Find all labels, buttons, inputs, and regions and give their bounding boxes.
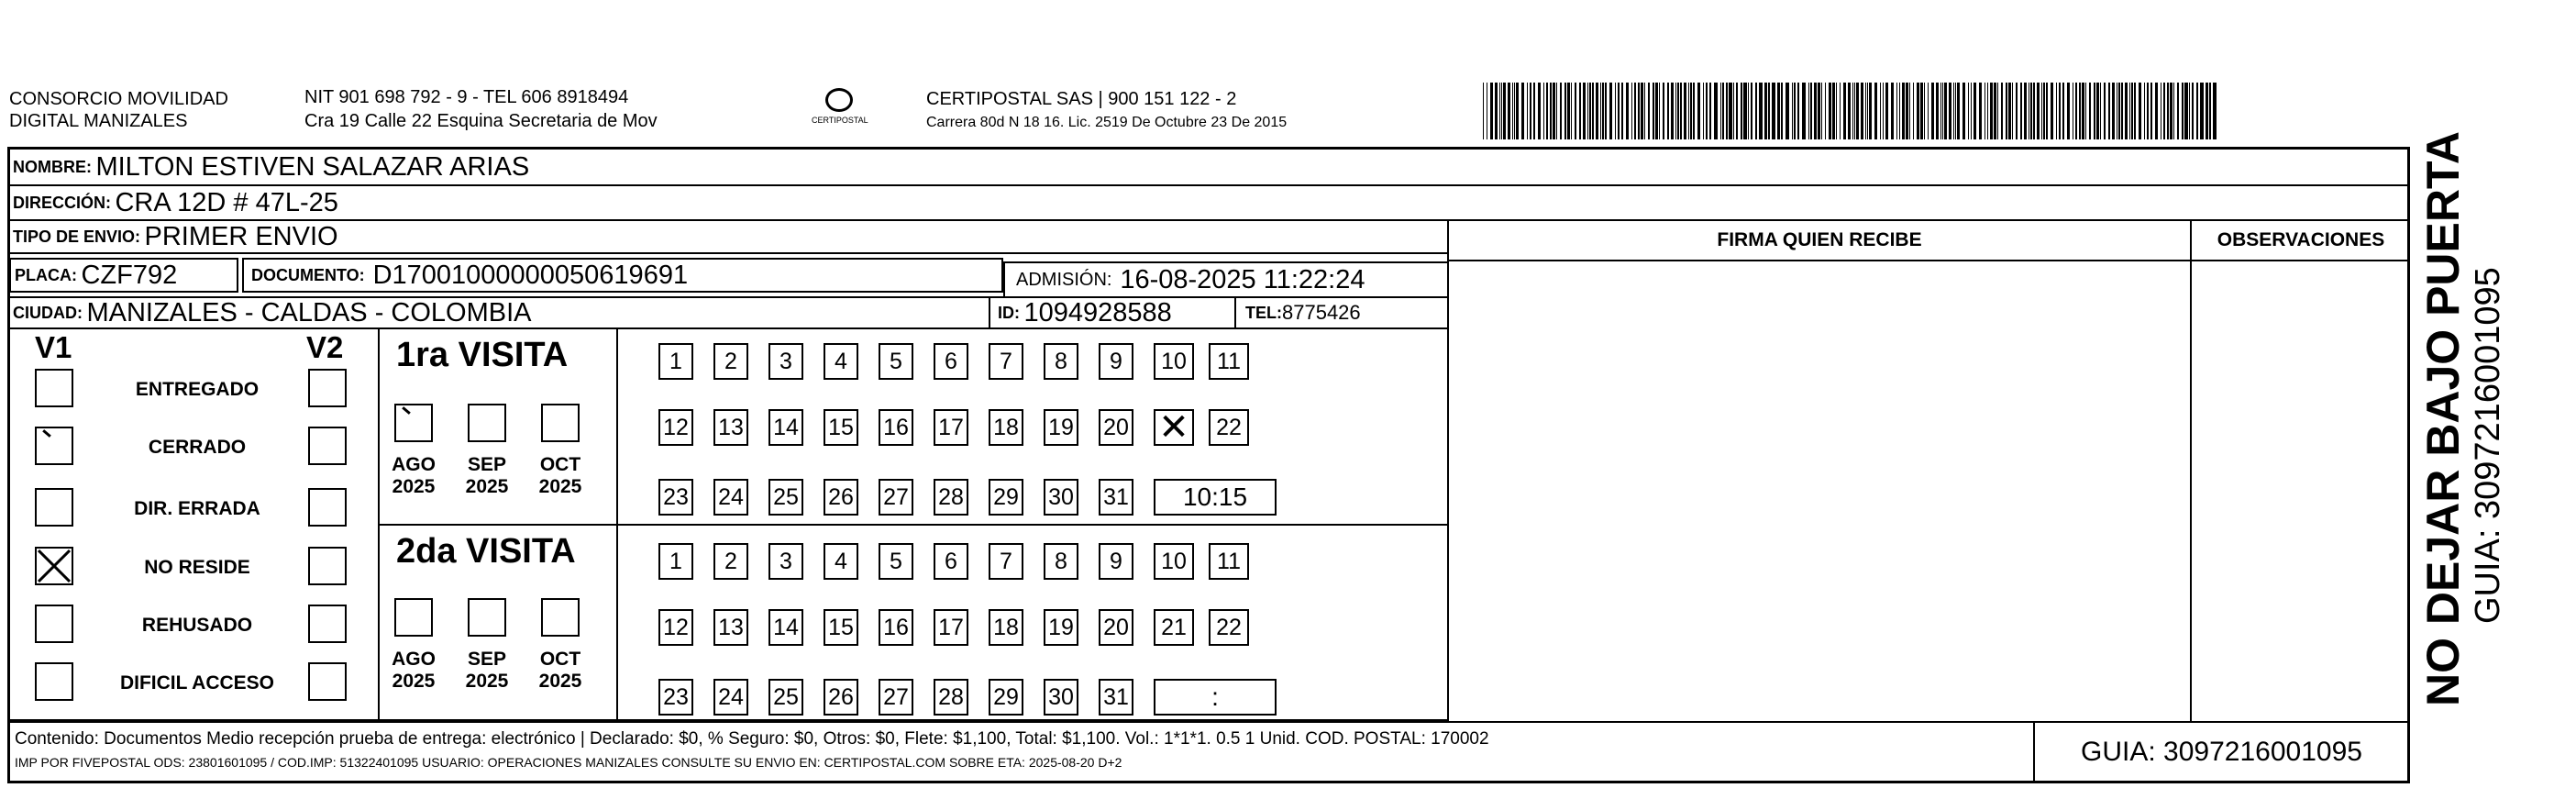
day-box[interactable]: 16 — [879, 409, 913, 446]
day-box[interactable]: 7 — [989, 343, 1023, 380]
ciudad-value: MANIZALES - CALDAS - COLOMBIA — [86, 297, 532, 327]
day-box[interactable]: 28 — [934, 679, 968, 716]
v1-checkbox[interactable] — [35, 427, 73, 465]
month-checkbox[interactable] — [394, 404, 433, 442]
time-box[interactable]: 10:15 — [1154, 479, 1277, 516]
ciudad-row: CIUDAD: MANIZALES - CALDAS - COLOMBIA ID: 1094928588 TEL: 8775426 — [9, 296, 1447, 329]
side-guia: GUIA: 3097216001095 — [2469, 267, 2507, 624]
day-box[interactable]: 17 — [934, 609, 968, 646]
day-box[interactable]: 29 — [989, 679, 1023, 716]
v2-checkbox[interactable] — [308, 369, 347, 407]
day-box[interactable]: 14 — [768, 409, 803, 446]
day-box[interactable]: 19 — [1044, 409, 1078, 446]
day-box[interactable]: 1 — [658, 343, 693, 380]
company-name: CONSORCIO MOVILIDAD DIGITAL MANIZALES — [9, 89, 228, 131]
month-checkbox[interactable] — [541, 404, 580, 442]
status-label: REHUSADO — [141, 615, 253, 636]
direccion-row: DIRECCIÓN: CRA 12D # 47L-25 — [9, 186, 2408, 221]
day-box[interactable]: 23 — [658, 679, 693, 716]
day-box[interactable]: 8 — [1044, 543, 1078, 580]
status-label: NO RESIDE — [144, 557, 250, 578]
v1-header: V1 — [35, 330, 72, 364]
time-box[interactable]: : — [1154, 679, 1277, 716]
day-box[interactable]: 28 — [934, 479, 968, 516]
status-label: DIFICIL ACCESO — [119, 672, 274, 694]
footer-guia: GUIA: 3097216001095 — [2033, 723, 2408, 781]
visit1-title: 1ra VISITA — [396, 336, 569, 374]
day-box[interactable]: 5 — [879, 543, 913, 580]
month-label: SEP 2025 — [465, 649, 509, 692]
day-box[interactable]: 9 — [1099, 543, 1133, 580]
day-box[interactable]: 25 — [768, 479, 803, 516]
nombre-value: MILTON ESTIVEN SALAZAR ARIAS — [95, 151, 530, 182]
status-label: DIR. ERRADA — [134, 498, 260, 519]
v1-checkbox[interactable] — [35, 547, 73, 585]
visit2-title: 2da VISITA — [396, 532, 576, 571]
day-box[interactable]: 6 — [934, 343, 968, 380]
day-box[interactable]: 30 — [1044, 679, 1078, 716]
day-box[interactable]: 27 — [879, 679, 913, 716]
day-box[interactable]: 22 — [1209, 409, 1249, 446]
status-label: CERRADO — [148, 437, 247, 458]
documento-value: D17001000000050619691 — [372, 260, 689, 290]
day-box[interactable] — [1154, 409, 1194, 446]
v1-checkbox[interactable] — [35, 662, 73, 701]
day-box[interactable]: 27 — [879, 479, 913, 516]
month-checkbox[interactable] — [468, 404, 506, 442]
month-checkbox[interactable] — [468, 598, 506, 637]
day-box[interactable]: 7 — [989, 543, 1023, 580]
day-box[interactable]: 24 — [713, 679, 748, 716]
day-box[interactable]: 10 — [1154, 543, 1194, 580]
observaciones-label: OBSERVACIONES — [2192, 221, 2410, 261]
day-box[interactable]: 4 — [824, 543, 858, 580]
v1-checkbox[interactable] — [35, 488, 73, 527]
day-box[interactable]: 18 — [989, 409, 1023, 446]
v2-checkbox[interactable] — [308, 662, 347, 701]
day-box[interactable]: 9 — [1099, 343, 1133, 380]
company-contact: NIT 901 698 792 - 9 - TEL 606 8918494 Cra 19 Calle 22 Esquina Secretaria de Mov — [304, 87, 658, 131]
day-box[interactable]: 18 — [989, 609, 1023, 646]
day-box[interactable]: 1 — [658, 543, 693, 580]
day-box[interactable]: 13 — [713, 409, 748, 446]
day-box[interactable]: 19 — [1044, 609, 1078, 646]
day-box[interactable]: 14 — [768, 609, 803, 646]
day-box[interactable]: 20 — [1099, 609, 1133, 646]
id-value: 1094928588 — [1023, 297, 1172, 327]
day-box[interactable]: 21 — [1154, 609, 1194, 646]
footer-contenido: Contenido: Documentos Medio recepción prueba de entrega: electrónico | Declarado: $0, % Seguro: $0, Otros: $0, Flete: $1,100, Total: $1,100. Vol.: 1*1*1. 0.5 1 Unid. COD. POSTAL: 170002 — [15, 729, 1489, 749]
day-box[interactable]: 29 — [989, 479, 1023, 516]
v1-checkbox[interactable] — [35, 605, 73, 643]
status-label: ENTREGADO — [135, 379, 260, 400]
day-box[interactable]: 25 — [768, 679, 803, 716]
tipo-row: TIPO DE ENVIO: PRIMER ENVIO — [9, 221, 1447, 254]
day-box[interactable]: 3 — [768, 343, 803, 380]
day-box[interactable]: 26 — [824, 479, 858, 516]
barcode — [1483, 83, 2218, 139]
month-label: OCT 2025 — [538, 649, 582, 692]
day-box[interactable]: 15 — [824, 409, 858, 446]
certipostal-logo: CERTIPOSTAL — [812, 88, 867, 125]
day-box[interactable]: 10 — [1154, 343, 1194, 380]
day-box[interactable]: 20 — [1099, 409, 1133, 446]
v2-checkbox[interactable] — [308, 605, 347, 643]
footer-imp: IMP POR FIVEPOSTAL ODS: 23801601095 / COD.IMP: 51322401095 USUARIO: OPERACIONES MANIZALES CONSULTE SU ENVIO EN: CERTIPOSTAL.COM SOBRE ETA: 2025-08-20 D+2 — [15, 755, 1122, 770]
day-box[interactable]: 5 — [879, 343, 913, 380]
side-warning: NO DEJAR BAJO PUERTA — [2417, 131, 2469, 706]
v2-header: V2 — [306, 330, 344, 364]
month-label: SEP 2025 — [465, 454, 509, 497]
v1-checkbox[interactable] — [35, 369, 73, 407]
placa-row: PLACA: CZF792 DOCUMENTO: D17001000000050619691 ADMISIÓN: 16-08-2025 11:22:24 — [9, 258, 1447, 294]
carrier-info: CERTIPOSTAL SAS | 900 151 122 - 2 Carrera 80d N 18 16. Lic. 2519 De Octubre 23 De 2015 — [926, 89, 1288, 130]
day-box[interactable]: 30 — [1044, 479, 1078, 516]
day-box[interactable]: 23 — [658, 479, 693, 516]
firma-label: FIRMA QUIEN RECIBE — [1447, 221, 2192, 261]
v2-checkbox[interactable] — [308, 547, 347, 585]
tel-value: 8775426 — [1282, 301, 1361, 324]
nombre-row: NOMBRE: MILTON ESTIVEN SALAZAR ARIAS — [9, 150, 2408, 186]
day-box[interactable]: 3 — [768, 543, 803, 580]
day-box[interactable]: 17 — [934, 409, 968, 446]
day-box[interactable]: 22 — [1209, 609, 1249, 646]
day-box[interactable]: 8 — [1044, 343, 1078, 380]
day-box[interactable]: 13 — [713, 609, 748, 646]
placa-value: CZF792 — [81, 260, 178, 290]
v2-checkbox[interactable] — [308, 427, 347, 465]
tipo-value: PRIMER ENVIO — [144, 221, 338, 251]
day-box[interactable]: 6 — [934, 543, 968, 580]
month-checkbox[interactable] — [541, 598, 580, 637]
day-box[interactable]: 16 — [879, 609, 913, 646]
day-box[interactable]: 4 — [824, 343, 858, 380]
v2-checkbox[interactable] — [308, 488, 347, 527]
day-box[interactable]: 2 — [713, 343, 748, 380]
month-label: AGO 2025 — [392, 454, 436, 497]
day-box[interactable]: 2 — [713, 543, 748, 580]
day-box[interactable]: 15 — [824, 609, 858, 646]
day-box[interactable]: 11 — [1209, 543, 1249, 580]
day-box[interactable]: 12 — [658, 609, 693, 646]
day-box[interactable]: 11 — [1209, 343, 1249, 380]
day-box[interactable]: 24 — [713, 479, 748, 516]
month-checkbox[interactable] — [394, 598, 433, 637]
day-box[interactable]: 26 — [824, 679, 858, 716]
firma-area — [1447, 221, 2192, 721]
day-box[interactable]: 12 — [658, 409, 693, 446]
day-box[interactable]: 31 — [1099, 479, 1133, 516]
day-box[interactable]: 31 — [1099, 679, 1133, 716]
month-label: AGO 2025 — [392, 649, 436, 692]
month-label: OCT 2025 — [538, 454, 582, 497]
admision-value: 16-08-2025 11:22:24 — [1120, 264, 1365, 294]
direccion-value: CRA 12D # 47L-25 — [115, 187, 338, 217]
